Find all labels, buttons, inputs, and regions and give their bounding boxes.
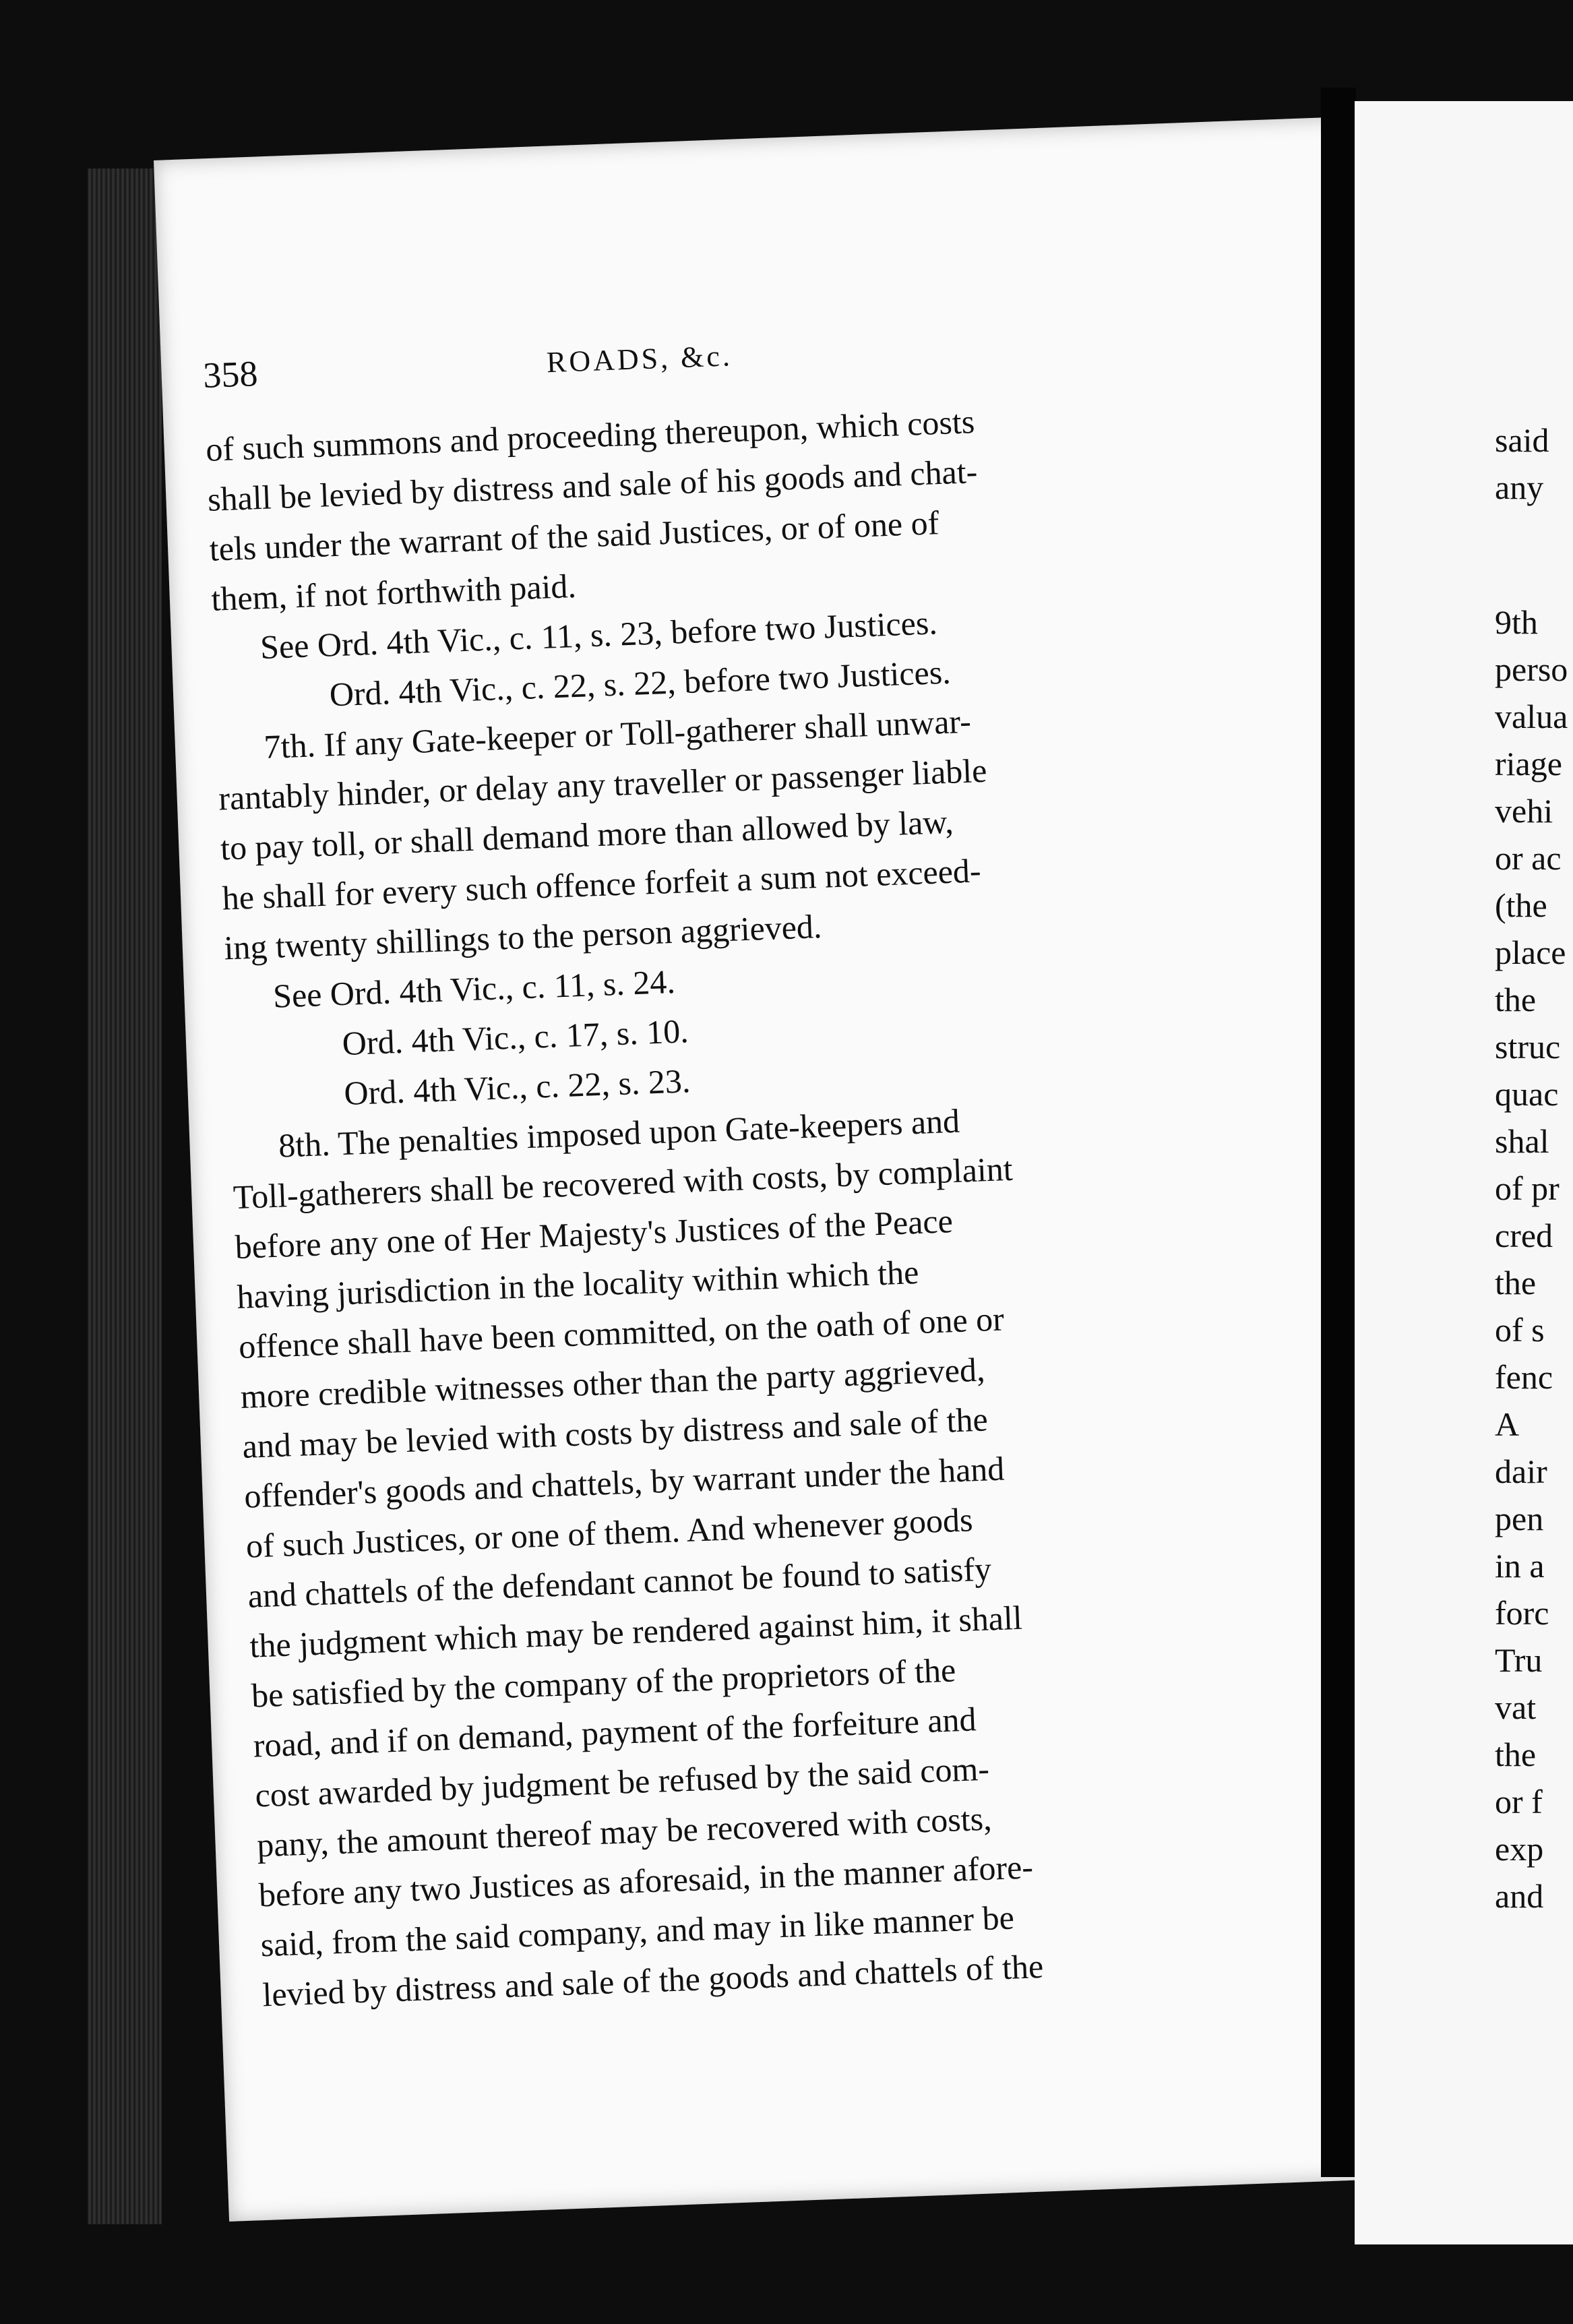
text-line: and chattels of the defendant cannot be found to satisfy — [247, 1550, 992, 1615]
fragment-line: said — [1495, 421, 1549, 459]
citation-line: Ord. 4th Vic., c. 22, s. 23. — [343, 1062, 691, 1113]
right-page-text — [1495, 417, 1573, 1920]
fragment-line: of pr — [1495, 1169, 1560, 1207]
fragment-line: the — [1495, 1736, 1537, 1773]
text-line: more credible witnesses other than the party aggrieved, — [239, 1350, 986, 1415]
fragment-line: the — [1495, 981, 1537, 1018]
citation-line: See Ord. 4th Vic., c. 11, s. 24. — [272, 962, 676, 1015]
fragment-line: vehi — [1495, 792, 1553, 830]
fragment-line: dair — [1495, 1452, 1547, 1490]
fragment-line: Tru — [1495, 1641, 1543, 1679]
fragment-line: in a — [1495, 1547, 1545, 1585]
fragment-line: the — [1495, 1264, 1537, 1302]
text-line: them, if not forthwith paid. — [210, 566, 577, 618]
text-line: rantably hinder, or delay any traveller or passenger liable — [218, 751, 988, 818]
text-line: offence shall have been committed, on the oath of one or — [238, 1299, 1005, 1366]
fragment-line: place — [1495, 934, 1566, 971]
fragment-line: struc — [1495, 1028, 1561, 1066]
fragment-line: or ac — [1495, 839, 1562, 877]
fragment-line: perso — [1495, 650, 1568, 688]
citation-line: Ord. 4th Vic., c. 22, s. 22, before two Justices. — [328, 652, 952, 714]
fragment-line: cred — [1495, 1217, 1553, 1254]
fragment-line: and — [1495, 1877, 1544, 1915]
text-line: to pay toll, or shall demand more than allowed by law, — [220, 802, 954, 867]
fragment-line: A — [1495, 1405, 1520, 1443]
text-line: 8th. The penalties imposed upon Gate-keepers and — [278, 1101, 960, 1165]
text-line: shall be levied by distress and sale of his goods and chat- — [207, 452, 979, 518]
fragment-line: shal — [1495, 1122, 1549, 1160]
fragment-line: fenc — [1495, 1358, 1553, 1396]
fragment-line: vat — [1495, 1688, 1537, 1726]
fragment-line: (the — [1495, 886, 1547, 924]
fragment-line: or f — [1495, 1783, 1543, 1821]
text-line: of such summons and proceeding thereupon, which costs — [205, 402, 976, 468]
left-page-text — [202, 311, 1341, 2019]
text-line: of such Justices, or one of them. And whenever goods — [245, 1500, 974, 1565]
text-line: 7th. If any Gate-keeper or Toll-gatherer shall unwar- — [263, 702, 972, 766]
fragment-line: exp — [1495, 1830, 1544, 1868]
fragment-line: valua — [1495, 698, 1568, 735]
text-line: said, from the said company, and may in like manner be — [259, 1898, 1015, 1964]
fragment-line: any — [1495, 468, 1544, 506]
text-line: ing twenty shillings to the person aggrieved. — [223, 907, 823, 967]
fragment-line: pen — [1495, 1500, 1544, 1537]
text-line: before any one of Her Majesty's Justices of the Peace — [234, 1202, 954, 1266]
page-stack-edge — [88, 169, 162, 2224]
running-title: ROADS, &c. — [546, 339, 733, 379]
text-line: and may be levied with costs by distress and sale of the — [241, 1400, 989, 1465]
fragment-line: quac — [1495, 1075, 1559, 1113]
text-line: be satisfied by the company of the proprietors of the — [251, 1651, 957, 1715]
fragment-line: 9th — [1495, 603, 1538, 641]
text-line: having jurisdiction in the locality within which the — [236, 1252, 920, 1316]
fragment-line: forc — [1495, 1594, 1549, 1632]
text-line: cost awarded by judgment be refused by the said com- — [254, 1749, 990, 1814]
page-number: 358 — [202, 353, 259, 396]
fragment-line: of s — [1495, 1311, 1545, 1349]
text-line: he shall for every such offence forfeit a sum not exceed- — [221, 851, 982, 917]
text-line: offender's goods and chattels, by warrant under the hand — [243, 1449, 1006, 1515]
text-line: the judgment which may be rendered against him, it shall — [249, 1598, 1023, 1665]
text-line: levied by distress and sale of the goods and chattels of the — [261, 1947, 1045, 2014]
citation-line: See Ord. 4th Vic., c. 11, s. 23, before two Justices. — [259, 603, 938, 667]
citation-line: Ord. 4th Vic., c. 17, s. 10. — [341, 1012, 689, 1063]
fragment-line: riage — [1495, 745, 1562, 783]
text-line: pany, the amount thereof may be recovered with costs, — [256, 1799, 993, 1864]
text-line: before any two Justices as aforesaid, in the manner afore- — [257, 1847, 1034, 1914]
text-line: Toll-gatherers shall be recovered with costs, by complaint — [233, 1149, 1014, 1217]
text-line: tels under the warrant of the said Justices, or of one of — [208, 503, 940, 568]
text-line: road, and if on demand, payment of the forfeiture and — [252, 1700, 977, 1765]
